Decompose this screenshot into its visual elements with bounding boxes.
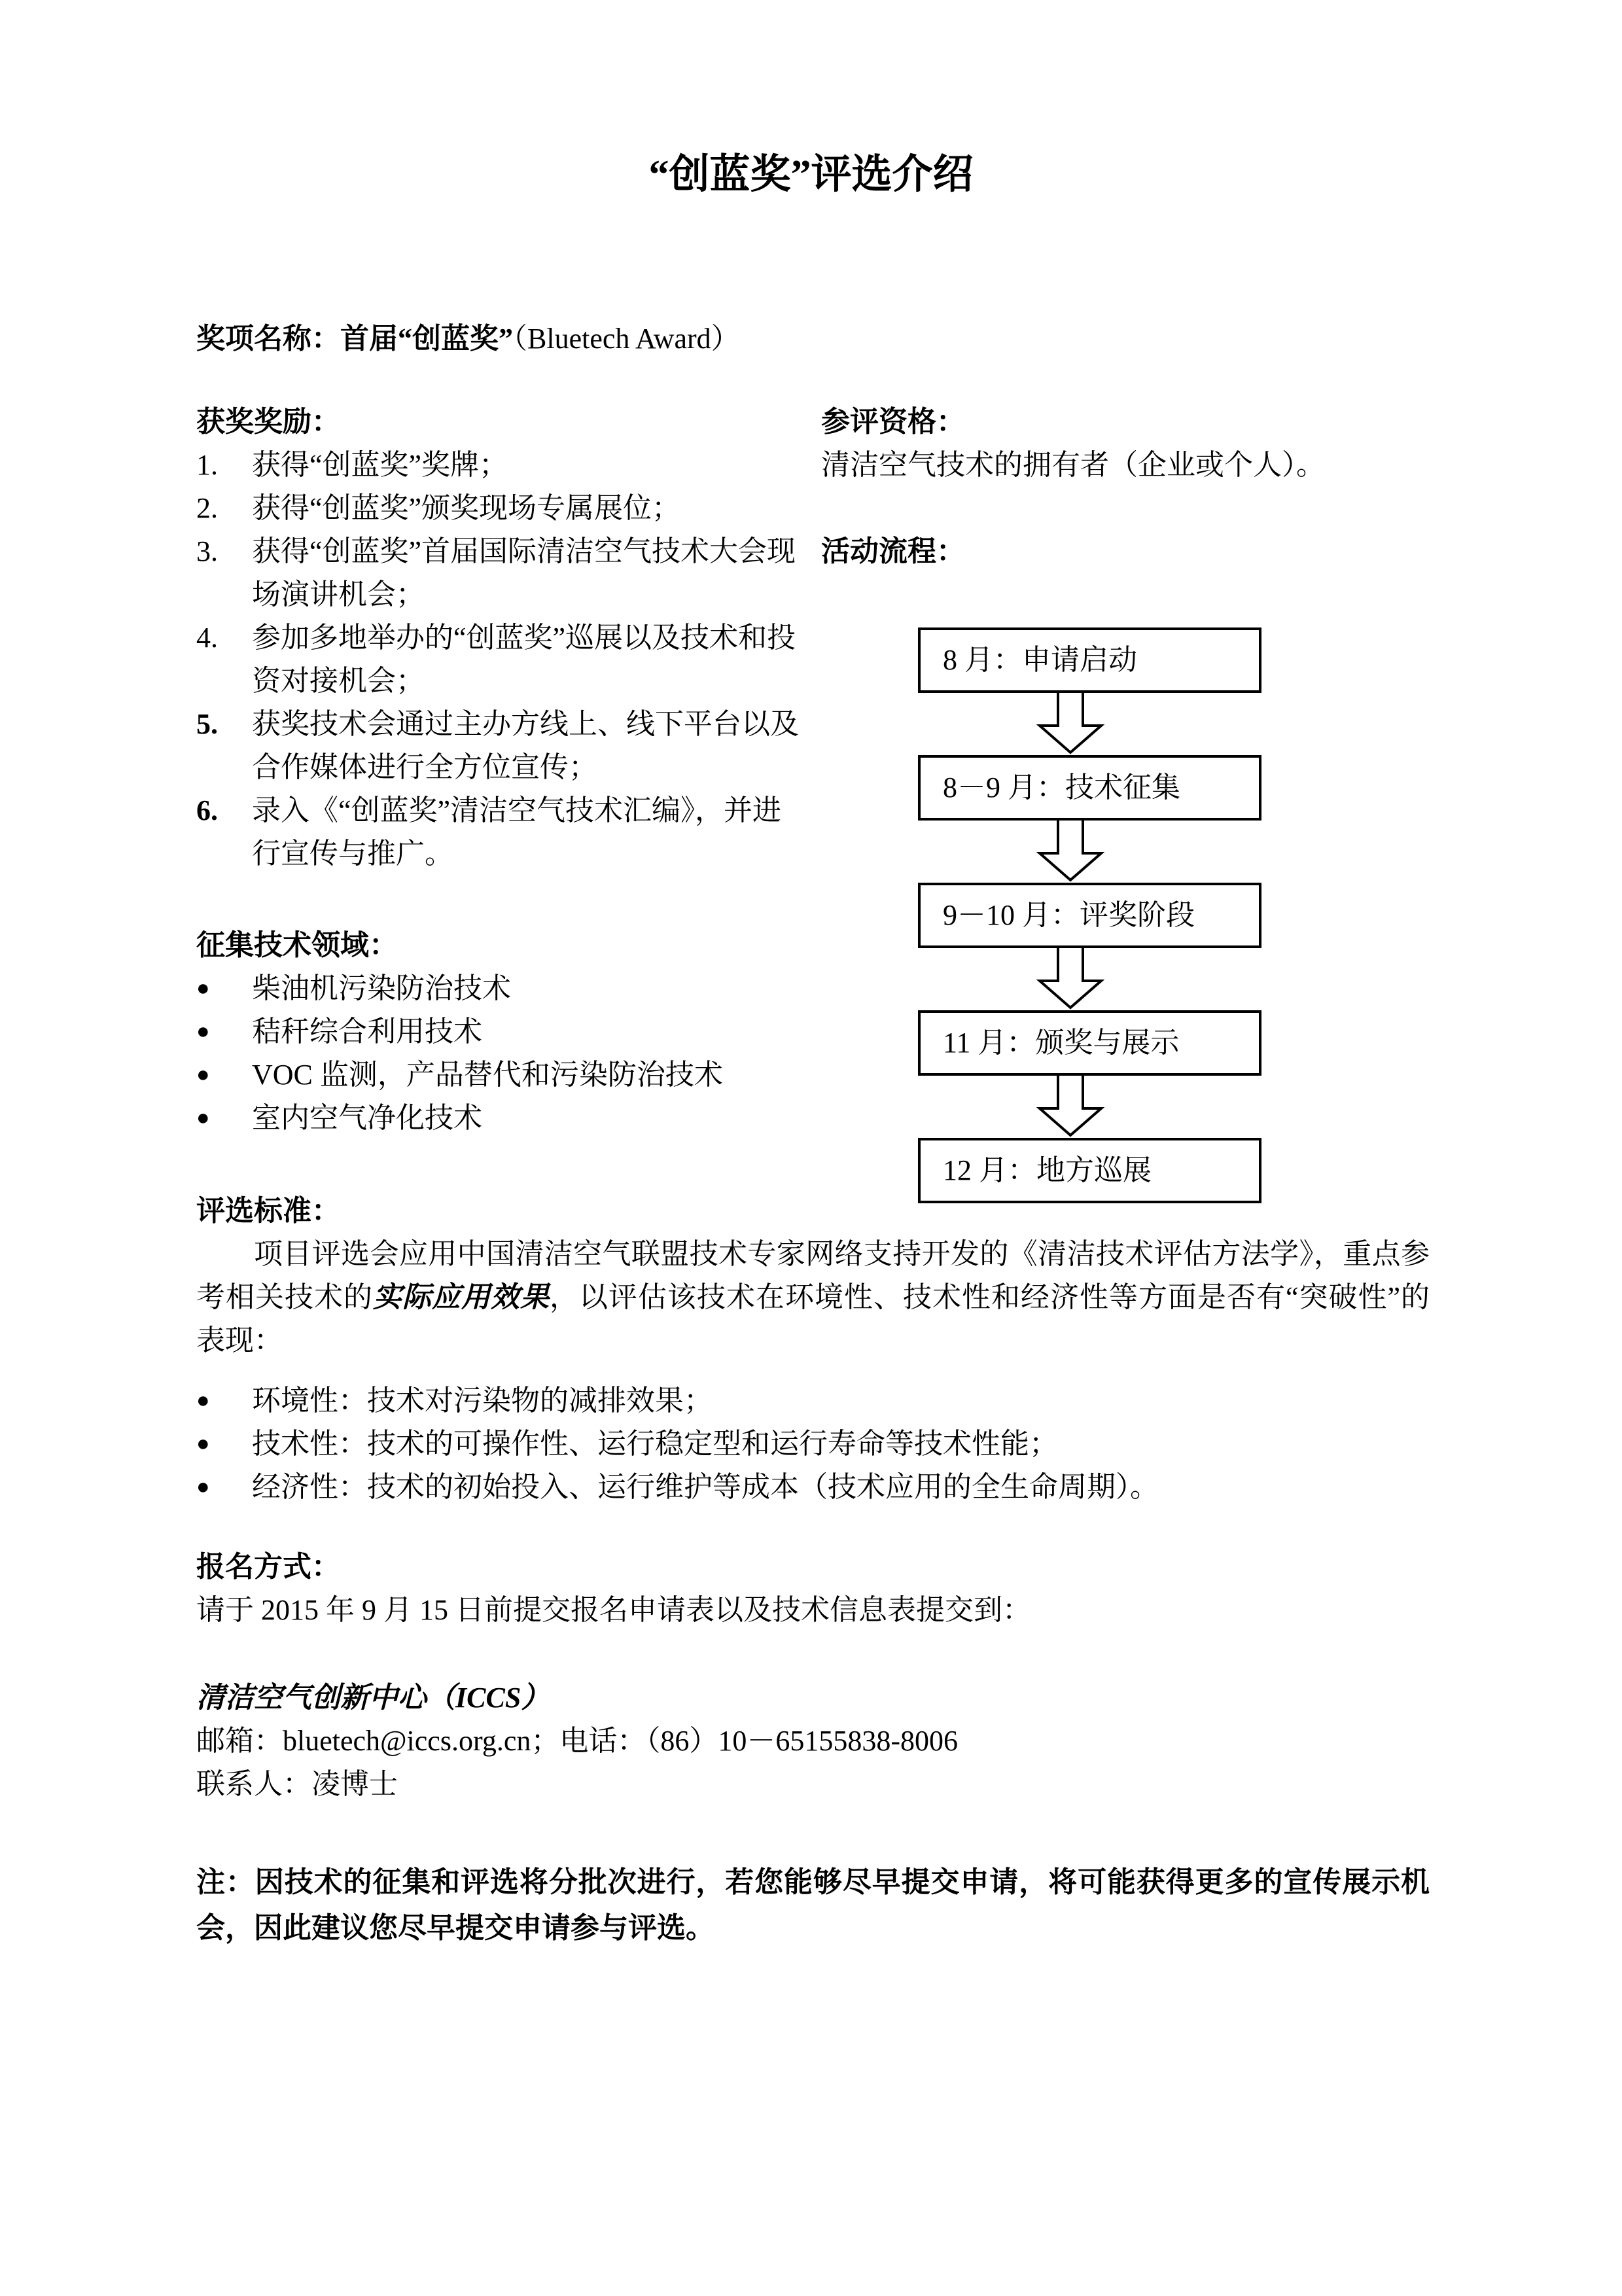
criteria-item <box>196 1379 1430 1422</box>
flow-step-box <box>918 755 1261 821</box>
contact-org: 清洁空气创新中心（ICCS） <box>196 1682 550 1714</box>
process-flowchart <box>918 627 1261 1203</box>
flow-step-box <box>918 883 1261 948</box>
flow-step-label: 11 月：颁奖与展示 <box>943 1027 1180 1059</box>
page-title: “创蓝奖”评选介绍 <box>648 152 974 197</box>
flow-arrow-icon <box>1034 1074 1106 1138</box>
bullet-icon: ● <box>196 1019 210 1044</box>
contact-section <box>196 1676 1430 1806</box>
fields-heading: 征集技术领域： <box>196 929 398 961</box>
apply-heading: 报名方式： <box>196 1551 340 1583</box>
field-item <box>196 1097 805 1140</box>
reward-item-number: 2. <box>196 492 218 524</box>
criteria-paragraph-start: 项目评选会应用中国清洁空气联盟技术专家网络支持开发的《清洁技术评估方法学》，重点参考相关技术的 <box>196 1238 1430 1313</box>
flow-step-box <box>918 1010 1261 1076</box>
footer-note: 注：因技术的征集和评选将分批次进行，若您能够尽早提交申请，将可能获得更多的宣传展示机会，因此建议您尽早提交申请参与评选。 <box>196 1866 1430 1944</box>
bullet-icon: ● <box>196 1063 210 1087</box>
flow-step-label: 8－9 月：技术征集 <box>943 771 1180 804</box>
eligibility-text: 清洁空气技术的拥有者（企业或个人）。 <box>821 449 1325 481</box>
criteria-item-text: 经济性：技术的初始投入、运行维护等成本（技术应用的全生命周期）。 <box>252 1471 1159 1503</box>
bullet-icon: ● <box>196 1106 210 1130</box>
reward-item-text: 获得“创蓝奖”颁奖现场专属展位； <box>252 492 681 524</box>
left-column <box>196 400 805 1140</box>
field-item-text: VOC 监测，产品替代和污染防治技术 <box>252 1059 723 1091</box>
reward-item-text: 录入《“创蓝奖”清洁空气技术汇编》，并进行宣传与推广。 <box>252 794 782 870</box>
reward-item-text: 获奖技术会通过主办方线上、线下平台以及合作媒体进行全方位宣传； <box>252 708 799 783</box>
reward-item <box>196 616 805 703</box>
criteria-paragraph-end: ，以评估该技术在环境性、技术性和经济性等方面是否有“突破性”的表现： <box>196 1281 1430 1356</box>
reward-item-number: 3. <box>196 535 218 567</box>
criteria-heading: 评选标准： <box>196 1195 340 1227</box>
field-item <box>196 1010 805 1053</box>
reward-item <box>196 487 805 530</box>
reward-item <box>196 789 805 875</box>
rewards-heading: 获奖奖励： <box>196 406 340 438</box>
reward-item <box>196 530 805 616</box>
field-item-text: 柴油机污染防治技术 <box>252 972 511 1004</box>
award-name-en: （Bluetech Award） <box>513 323 740 355</box>
eligibility-heading: 参评资格： <box>821 406 965 438</box>
criteria-item <box>196 1466 1430 1509</box>
right-column <box>821 400 1436 573</box>
process-heading: 活动流程： <box>821 535 965 567</box>
criteria-item-text: 环境性：技术对污染物的减排效果； <box>252 1385 713 1417</box>
criteria-paragraph <box>196 1233 1430 1362</box>
flow-step-label: 12 月：地方巡展 <box>943 1154 1152 1186</box>
bullet-icon: ● <box>196 976 210 1000</box>
flow-arrow-icon <box>1034 692 1106 755</box>
criteria-item-text: 技术性：技术的可操作性、运行稳定型和运行寿命等技术性能； <box>252 1428 1058 1460</box>
award-name-label: 奖项名称：首届“创蓝奖” <box>196 323 513 355</box>
flow-step-label: 8 月：申请启动 <box>943 644 1137 676</box>
field-item-text: 室内空气净化技术 <box>252 1102 482 1134</box>
flow-step-box <box>918 627 1261 693</box>
flow-step-label: 9－10 月：评奖阶段 <box>943 899 1195 931</box>
reward-item-number: 1. <box>196 449 218 481</box>
award-name-line <box>196 317 1505 361</box>
reward-item-text: 获得“创蓝奖”首届国际清洁空气技术大会现场演讲机会； <box>252 535 796 610</box>
reward-item-text: 参加多地举办的“创蓝奖”巡展以及技术和投资对接机会； <box>252 622 796 697</box>
contact-email-phone: 邮箱：bluetech@iccs.org.cn；电话：（86）10－65155838-8006 <box>196 1725 959 1757</box>
bullet-icon: ● <box>196 1475 210 1499</box>
criteria-list <box>196 1379 1430 1509</box>
criteria-paragraph-emphasis: 实际应用效果 <box>373 1281 550 1313</box>
reward-item <box>196 703 805 789</box>
field-item <box>196 967 805 1010</box>
flow-arrow-icon <box>1034 819 1106 883</box>
field-item <box>196 1053 805 1097</box>
bullet-icon: ● <box>196 1432 210 1456</box>
reward-item <box>196 444 805 487</box>
bullet-icon: ● <box>196 1388 210 1413</box>
criteria-section <box>196 1190 1430 1509</box>
reward-item-number: 5. <box>196 708 218 740</box>
field-item-text: 秸秆综合利用技术 <box>252 1016 482 1048</box>
contact-person: 联系人：凌博士 <box>196 1768 398 1800</box>
apply-section <box>196 1545 1430 1632</box>
reward-item-text: 获得“创蓝奖”奖牌； <box>252 449 508 481</box>
apply-text: 请于 2015 年 9 月 15 日前提交报名申请表以及技术信息表提交到： <box>196 1594 1031 1626</box>
criteria-item <box>196 1422 1430 1466</box>
reward-item-number: 4. <box>196 622 218 654</box>
flow-arrow-icon <box>1034 947 1106 1010</box>
reward-item-number: 6. <box>196 794 218 826</box>
